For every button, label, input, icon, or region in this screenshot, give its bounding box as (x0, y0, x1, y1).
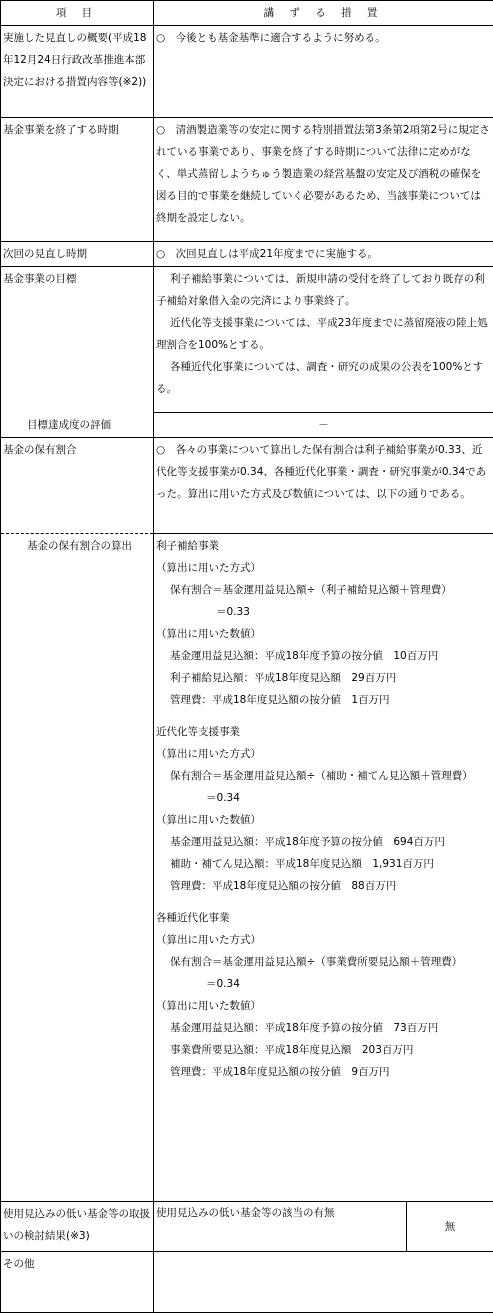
result: ＝0.34 (206, 792, 240, 804)
values-heading: （算出に用いた数値） (156, 814, 261, 826)
label-next-review: 次回の見直し時期 (1, 242, 154, 267)
content-review-summary: ○ 今後とも基金基準に適合するように努める。 (154, 26, 493, 118)
value-line: 補助・補てん見込額：平成18年度見込額 1,931百万円 (170, 858, 434, 870)
label-holding-ratio: 基金の保有割合 (1, 438, 154, 534)
result: ＝0.34 (206, 978, 240, 990)
value-line: 基金運用益見込額：平成18年度予算の按分値 73百万円 (170, 1022, 439, 1034)
content-goal-eval: － (154, 413, 493, 438)
values-heading: （算出に用いた数値） (156, 1000, 261, 1012)
method-heading: （算出に用いた方式） (156, 748, 261, 760)
formula: 保有割合＝基金運用益見込額÷（利子補給見込額＋管理費） (170, 584, 452, 596)
formula: 保有割合＝基金運用益見込額÷（補助・補てん見込額＋管理費） (170, 770, 473, 782)
content-next-review: ○ 次回見直しは平成21年度までに実施する。 (154, 242, 493, 267)
row-review-summary (1, 26, 493, 118)
row-goal-eval (1, 413, 493, 438)
label-goal-eval: 目標達成度の評価 (1, 413, 154, 438)
values-heading: （算出に用いた数値） (156, 628, 261, 640)
row-end-time (1, 118, 493, 242)
label-review-summary: 実施した見直しの概要(平成18年12月24日行政改革推進本部決定における措置内容等(※2)) (1, 26, 154, 118)
content-end-time: ○ 清酒製造業等の安定に関する特別措置法第3条第2項第2号に規定されている事業であり、事業を終了する時期について法律に定めがなく、単式蒸留しようちゅう製造業の経営基盤の安定及び酒税の確保を図る目的で事業を継続していく必要があるため、当該事業については終期を設定しない。 (154, 118, 493, 242)
value-line: 基金運用益見込額：平成18年度予算の按分値 694百万円 (170, 836, 445, 848)
goal-paragraph: 各種近代化事業については、調査・研究の成果の公表を100%とする。 (156, 361, 484, 395)
label-low-use: 使用見込みの低い基金等の取扱いの検討結果(※3) (1, 1202, 154, 1252)
value-line: 事業費所要見込額：平成18年度見込額 203百万円 (170, 1044, 414, 1056)
content-goal (154, 267, 493, 413)
calc-section-modernization-support (156, 721, 491, 897)
goal-paragraph: 近代化等支援事業については、平成23年度までに蒸留廃液の陸上処理割合を100%とする。 (156, 317, 488, 351)
value-line: 管理費：平成18年度見込額の按分値 9百万円 (170, 1066, 390, 1078)
low-use-question: 使用見込みの低い基金等の該当の有無 (156, 1207, 335, 1219)
method-heading: （算出に用いた方式） (156, 562, 261, 574)
header-row (1, 1, 493, 26)
value-line: 管理費：平成18年度見込額の按分値 88百万円 (170, 880, 397, 892)
result: ＝0.33 (216, 606, 250, 618)
goal-paragraph: 利子補給事業については、新規申請の受付を終了しており既存の利子補給対象借入金の完済により事業終了。 (156, 273, 485, 307)
content-calc (154, 534, 493, 1202)
content-low-use (154, 1202, 493, 1252)
row-next-review (1, 242, 493, 267)
header-item: 項 目 (1, 1, 154, 26)
low-use-answer: 無 (407, 1202, 493, 1251)
row-other (1, 1252, 493, 1313)
value-line: 基金運用益見込額：平成18年度予算の按分値 10百万円 (170, 650, 439, 662)
content-holding-ratio: ○ 各々の事業について算出した保有割合は利子補給事業が0.33、近代化等支援事業が0.34、各種近代化事業・調査・研究事業が0.34であった。算出に用いた方式及び数値については、以下の通りである。 (154, 438, 493, 534)
label-goal: 基金事業の目標 (1, 267, 154, 413)
calc-section-interest (156, 535, 491, 711)
calc-section-various-modernization (156, 907, 491, 1083)
value-line: 管理費：平成18年度見込額の按分値 1百万円 (170, 694, 390, 706)
formula: 保有割合＝基金運用益見込額÷（事業費所要見込額＋管理費） (170, 956, 463, 968)
row-goal (1, 267, 493, 413)
header-measures: 講 ず る 措 置 (154, 1, 493, 26)
value-line: 利子補給見込額：平成18年度見込額 29百万円 (170, 672, 397, 684)
method-heading: （算出に用いた方式） (156, 934, 261, 946)
content-other (154, 1252, 493, 1313)
label-other: その他 (1, 1252, 154, 1313)
low-use-inner-table (154, 1202, 493, 1251)
section-title: 利子補給事業 (156, 540, 219, 552)
label-end-time: 基金事業を終了する時期 (1, 118, 154, 242)
section-title: 近代化等支援事業 (156, 726, 240, 738)
row-low-use (1, 1202, 493, 1252)
row-holding-ratio (1, 438, 493, 534)
section-title: 各種近代化事業 (156, 912, 230, 924)
row-calc (1, 534, 493, 1202)
label-calc: 基金の保有割合の算出 (1, 534, 154, 1202)
